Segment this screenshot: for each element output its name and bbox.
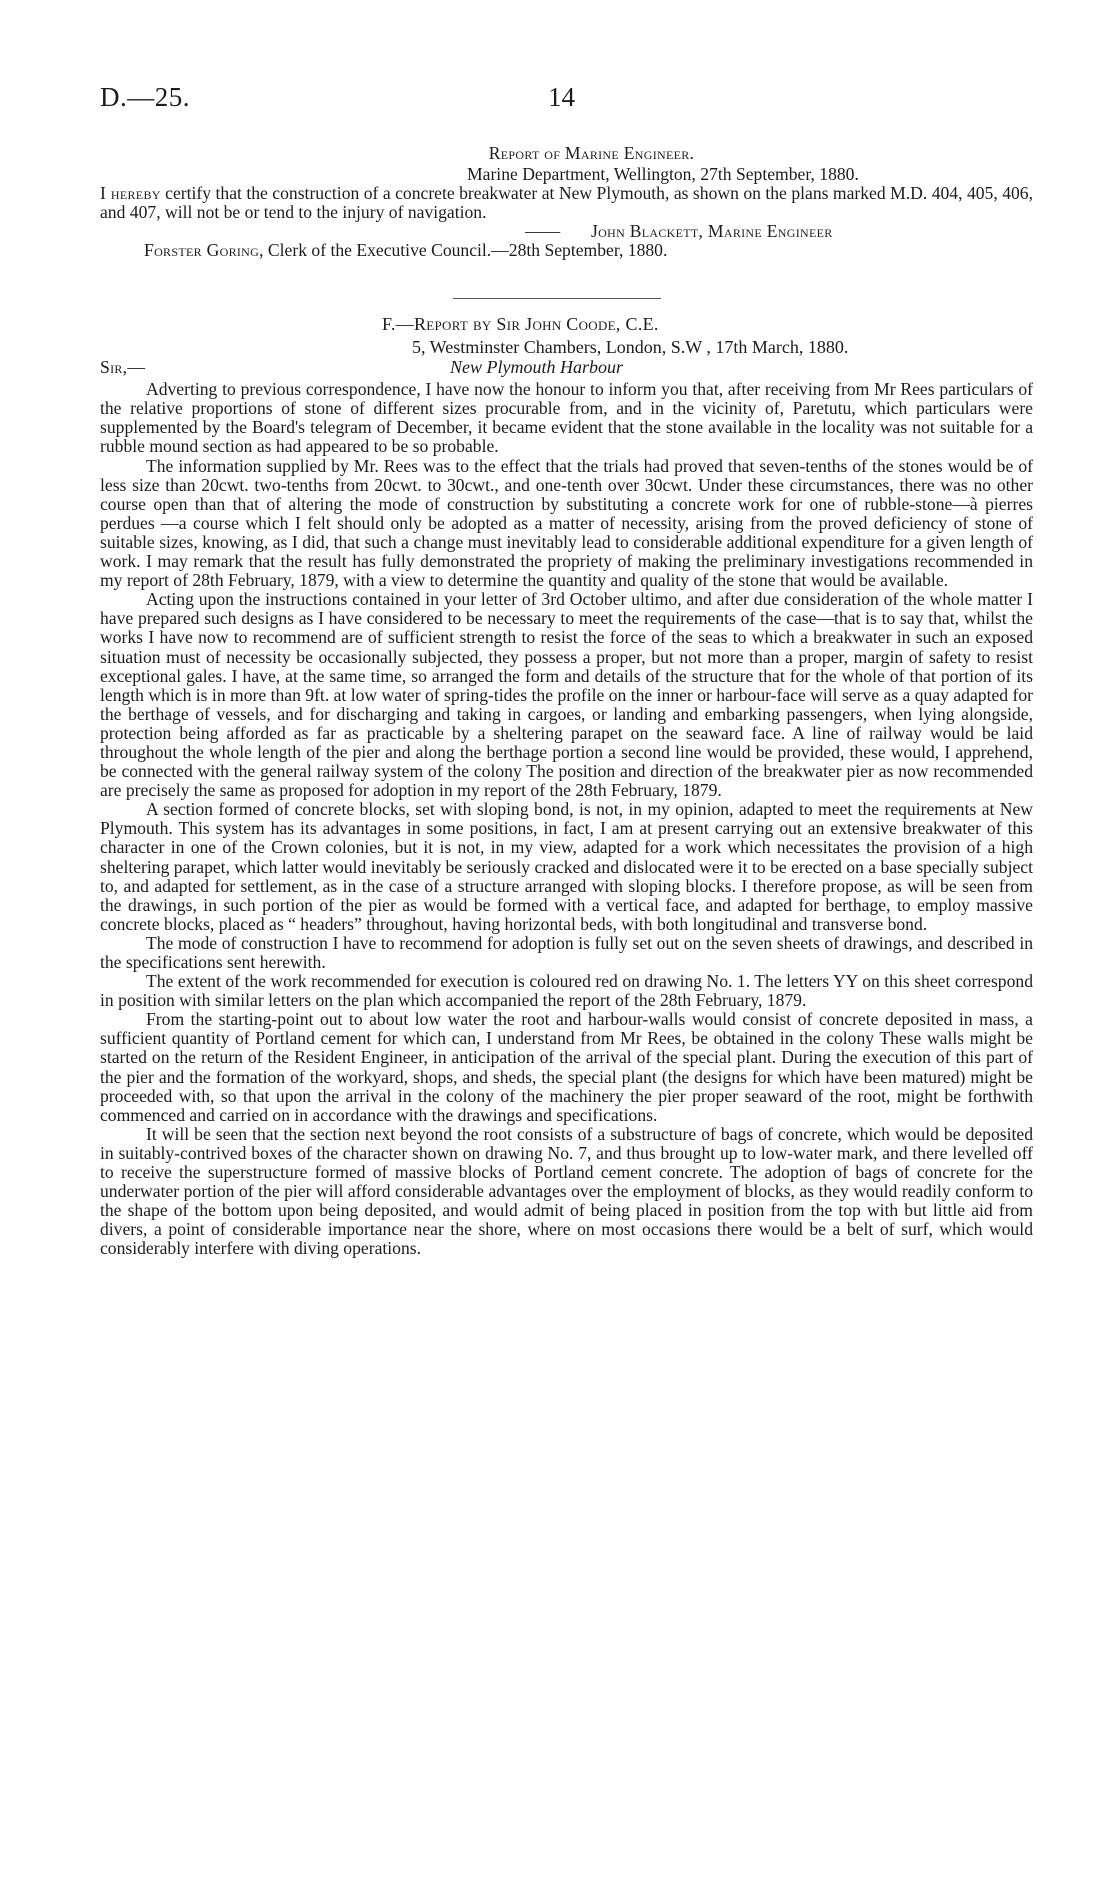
letter-body — [100, 380, 1033, 1258]
section-divider — [453, 298, 661, 299]
clerk-text: , Clerk of the Executive Council.—28th September, 1880. — [259, 240, 668, 261]
signature-dash: —— — [525, 221, 561, 242]
report-title: Report of Marine Engineer. — [488, 143, 695, 163]
document-code: D.—25. — [100, 82, 190, 112]
letter-paragraph: From the starting-point out to about low water the root and harbour-walls would consist of concrete deposited in mass, a sufficient quantity of Portland cement for which can, I understand from Mr Rees, be obtained in the colony These walls might be started on the return of the Resident Engineer, in anticipation of the arrival of the special plant. During the execution of this part of the pier and the formation of the workyard, shops, and sheds, the special plant (the designs for which have been matured) might be proceeded with, so that upon the arrival in the colony of the machinery the pier proper seaward of the root, might be forthwith commenced and carried on in accordance with the drawings and specifications. — [100, 1009, 1033, 1125]
report-signature: John Blackett, Marine Engineer — [590, 221, 833, 242]
report-certification-lead: I hereby — [100, 183, 161, 204]
clerk-line — [100, 241, 1033, 260]
report-place-date: Marine Department, Wellington, 27th September, 1880. — [467, 164, 859, 185]
letter-paragraph: A section formed of concrete blocks, set with sloping bond, is not, in my opinion, adapted to meet the requirements at New Plymouth. This system has its advantages in some positions, in fact, I am at present carrying out an extensive breakwater of this character in one of the Crown colonies, but it is not, in my view, adapted for a work which necessitates the provision of a high sheltering parapet, which latter would inevitably be seriously cracked and dislocated were it to be erected on a base specially subject to, and adapted for settlement, as in the case of a structure arranged with sloping blocks. I therefore propose, as will be seen from the drawings, in such portion of the pier as would be formed with a vertical face, and adapted for berthage, to employ massive concrete blocks, placed as “ headers” throughout, having horizontal beds, with both longitudinal and transverse bond. — [100, 799, 1033, 934]
coode-report — [100, 315, 1033, 1259]
letter-paragraph: The mode of construction I have to recommend for adoption is fully set out on the seven sheets of drawings, and described in the specifications sent herewith. — [100, 932, 1033, 972]
coode-report-address: 5, Westminster Chambers, London, S.W , 17th March, 1880. — [412, 337, 849, 358]
report-certification-text: certify that the construction of a concrete breakwater at New Plymouth, as shown on the plans marked M.D. 404, 405, 406, and 407, will not be or tend to the injury of navigation. — [100, 183, 1033, 223]
marine-engineer-report — [100, 144, 1033, 261]
subject-line: New Plymouth Harbour — [450, 357, 623, 378]
letter-paragraph: The information supplied by Mr. Rees was to the effect that the trials had proved that seven-tenths of the stones would be of less size than 20cwt. two-tenths from 20cwt. to 30cwt., and one-tenth over 30cwt. Under these circumstances, there was no other course open than that of altering the mode of construction by substituting a concrete work for one of rubble-stone—à pierres perdues —a course which I felt should only be adopted as a matter of necessity, arising from the proved deficiency of stone of suitable sizes, knowing, as I did, that such a change must inevitably lead to considerable additional expenditure for a given length of work. I may remark that the result has fully demonstrated the propriety of making the preliminary investigations recommended in my report of 28th February, 1879, with a view to determine the quantity and quality of the stone that would be available. — [100, 455, 1033, 591]
salutation: Sir,— — [100, 357, 146, 378]
page-number: 14 — [548, 82, 575, 112]
letter-paragraph: The extent of the work recommended for execution is coloured red on drawing No. 1. The letters YY on this sheet correspond in position with similar letters on the plan which accompanied the report of the 28th February, 1879. — [100, 971, 1033, 1011]
report-certification — [100, 184, 1033, 222]
letter-paragraph: Acting upon the instructions contained in your letter of 3rd October ultimo, and after due consideration of the whole matter I have prepared such designs as I have considered to be necessary to meet the requirements of the case—that is to say that, whilst the works I have now to recommend are of sufficient strength to resist the force of the seas to which a breakwater in such an exposed situation must of necessity be occasionally subjected, they possess a proper, but not more than a proper, margin of safety to resist exceptional gales. I have, at the same time, so arranged the form and details of the structure that for the whole of that portion of its length which is in more than 9ft. at low water of spring-tides the profile on the inner or harbour-face will serve as a quay adapted for the berthage of vessels, and for discharging and taking in cargoes, or landing and embarking passengers, when lying alongside, protection being afforded as far as practicable by a sheltering parapet on the seaward face. A line of railway would be laid throughout the whole length of the pier and along the berthage portion a second line would be provided, these would, I apprehend, be connected with the general railway system of the colony The position and direction of the breakwater pier as now recommended are precisely the same as proposed for adoption in my report of the 28th February, 1879. — [100, 589, 1033, 801]
letter-paragraph: It will be seen that the section next beyond the root consists of a substructure of bags of concrete, which would be deposited in suitably-contrived boxes of the character shown on drawing No. 7, and thus brought up to low-water mark, and there levelled off to receive the superstructure formed of massive blocks of Portland cement concrete. The adoption of bags of concrete for the underwater portion of the pier will afford considerable advantages over the employment of blocks, as they would readily conform to the shape of the bottom upon being deposited, and would admit of being placed in position from the top with but little aid from divers, a point of considerable importance near the shore, where on most occasions there would be a belt of surf, which would considerably interfere with diving operations. — [100, 1123, 1033, 1259]
letter-paragraph: Adverting to previous correspondence, I have now the honour to inform you that, after receiving from Mr Rees particulars of the relative proportions of stone of different sizes procurable from, and in the vicinity of, Paretutu, which particulars were supplemented by the Board's telegram of December, it became evident that the stone available in the locality was not suitable for a rubble mound section as had appeared to be so probable. — [100, 379, 1033, 457]
clerk-name: Forster Goring — [144, 240, 260, 261]
coode-report-title: F.—Report by Sir John Coode, C.E. — [382, 314, 659, 334]
report-signature-line — [100, 222, 1033, 241]
salutation-row — [100, 357, 1033, 377]
